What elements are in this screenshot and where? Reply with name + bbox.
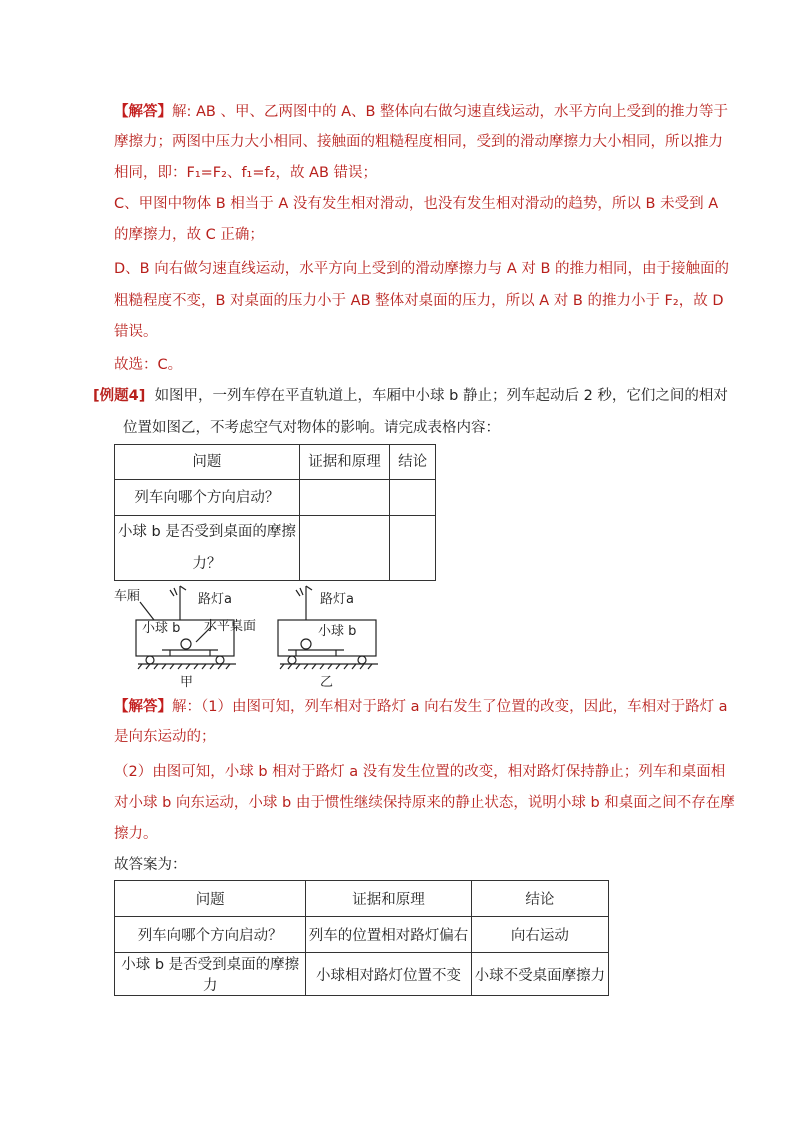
q-header-question: 问题 bbox=[115, 445, 300, 480]
solution1-line3: 相同，即：F₁=F₂、f₁=f₂，故 AB 错误； bbox=[114, 165, 378, 181]
example-line2: 位置如图乙，不考虑空气对物体的影响。请完成表格内容： bbox=[123, 420, 500, 436]
label-lamp-a-yi: 路灯a bbox=[320, 592, 354, 607]
label-ball-b-jia: 小球 b bbox=[142, 621, 181, 636]
answer-tag: 【解答】 bbox=[114, 104, 172, 120]
q-row1-evidence-blank[interactable] bbox=[299, 480, 389, 516]
wheel-jia bbox=[146, 656, 154, 664]
solution1-line8: 错误。 bbox=[114, 324, 158, 340]
example-line1: [例题4] 如图甲，一列车停在平直轨道上，车厢中小球 b 静止；列车起动后 2 秒，它们之间的相对 bbox=[93, 388, 728, 404]
label-lamp-a-jia: 路灯a bbox=[198, 592, 232, 607]
q-header-conclusion: 结论 bbox=[390, 445, 436, 480]
wheel-yi bbox=[288, 656, 296, 664]
lamp-head-yi bbox=[306, 586, 312, 590]
train-figure bbox=[100, 580, 400, 692]
solution2-line6: 故答案为： bbox=[114, 857, 187, 873]
q-row2-question: 小球 b 是否受到桌面的摩擦 力？ bbox=[115, 516, 300, 581]
a-header-question: 问题 bbox=[115, 881, 306, 917]
solution1-line7: 粗糙程度不变，B 对桌面的压力小于 AB 整体对桌面的压力，所以 A 对 B 的推力小于 F₂，故 D bbox=[114, 293, 724, 309]
solution1-line2: 摩擦力；两图中压力大小相同、接触面的粗糙程度相同，受到的滑动摩擦力大小相同，所以推力 bbox=[114, 134, 723, 150]
answer-table bbox=[114, 880, 609, 996]
label-carriage: 车厢 bbox=[114, 589, 141, 604]
wheel-jia bbox=[216, 656, 224, 664]
q-row1-question: 列车向哪个方向启动？ bbox=[115, 480, 300, 516]
ball-b-jia bbox=[181, 639, 191, 649]
lamp-ray-yi bbox=[296, 590, 300, 596]
lamp-ray-jia bbox=[174, 588, 177, 595]
solution2-line3: （2）由图可知，小球 b 相对于路灯 a 没有发生位置的改变，相对路灯保持静止；列车和桌面相 bbox=[114, 764, 726, 780]
table-row bbox=[115, 917, 609, 953]
a-row2-evidence: 小球相对路灯位置不变 bbox=[306, 953, 471, 996]
solution1-line4: C、甲图中物体 B 相当于 A 没有发生相对滑动，也没有发生相对滑动的趋势，所以 B 未受到 A bbox=[114, 196, 719, 212]
ball-b-yi bbox=[301, 639, 311, 649]
question-table bbox=[114, 444, 436, 581]
lamp-ray-jia bbox=[170, 590, 174, 596]
solution2-line2: 是向东运动的； bbox=[114, 729, 216, 745]
carriage-leader-line bbox=[140, 602, 154, 620]
lamp-head-jia bbox=[180, 586, 186, 590]
track-hatch-jia bbox=[138, 664, 230, 669]
solution1-line6: D、B 向右做匀速直线运动，水平方向上受到的滑动摩擦力与 A 对 B 的推力相同，由于接触面的 bbox=[114, 261, 730, 277]
q-row2-evidence-blank[interactable] bbox=[299, 516, 389, 581]
solution1-line1: 【解答】解: AB 、甲、乙两图中的 A、B 整体向右做匀速直线运动，水平方向上受到的推力等于 bbox=[114, 104, 729, 120]
track-hatch-yi bbox=[280, 664, 372, 669]
a-header-evidence: 证据和原理 bbox=[306, 881, 471, 917]
lamp-ray-yi bbox=[300, 588, 303, 595]
solution2-line1: 【解答】解：（1）由图可知，列车相对于路灯 a 向右发生了位置的改变，因此，车相对于路灯 a bbox=[114, 699, 728, 715]
wheel-yi bbox=[358, 656, 366, 664]
q-row2-conclusion-blank[interactable] bbox=[390, 516, 436, 581]
a-row1-evidence: 列车的位置相对路灯偏右 bbox=[306, 917, 471, 953]
a-row2-conclusion: 小球不受桌面摩擦力 bbox=[471, 953, 608, 996]
answer-tag-2: 【解答】 bbox=[114, 699, 172, 715]
q-row1-conclusion-blank[interactable] bbox=[390, 480, 436, 516]
table-row bbox=[115, 953, 609, 996]
example-tag: [例题4] bbox=[93, 388, 146, 404]
q-header-evidence: 证据和原理 bbox=[299, 445, 389, 480]
label-table: 水平桌面 bbox=[204, 619, 257, 634]
solution2-line5: 擦力。 bbox=[114, 826, 158, 842]
a-row1-question: 列车向哪个方向启动？ bbox=[115, 917, 306, 953]
a-header-conclusion: 结论 bbox=[471, 881, 608, 917]
solution2-line4: 对小球 b 向东运动，小球 b 由于惯性继续保持原来的静止状态，说明小球 b 和桌面之间不存在摩 bbox=[114, 795, 735, 811]
label-yi: 乙 bbox=[320, 675, 334, 690]
label-jia: 甲 bbox=[180, 675, 194, 690]
solution1-line5: 的摩擦力，故 C 正确； bbox=[114, 227, 264, 243]
solution1-line9: 故选：C。 bbox=[114, 357, 183, 373]
label-ball-b-yi: 小球 b bbox=[318, 624, 357, 639]
a-row1-conclusion: 向右运动 bbox=[471, 917, 608, 953]
a-row2-question: 小球 b 是否受到桌面的摩擦力 bbox=[115, 953, 306, 996]
